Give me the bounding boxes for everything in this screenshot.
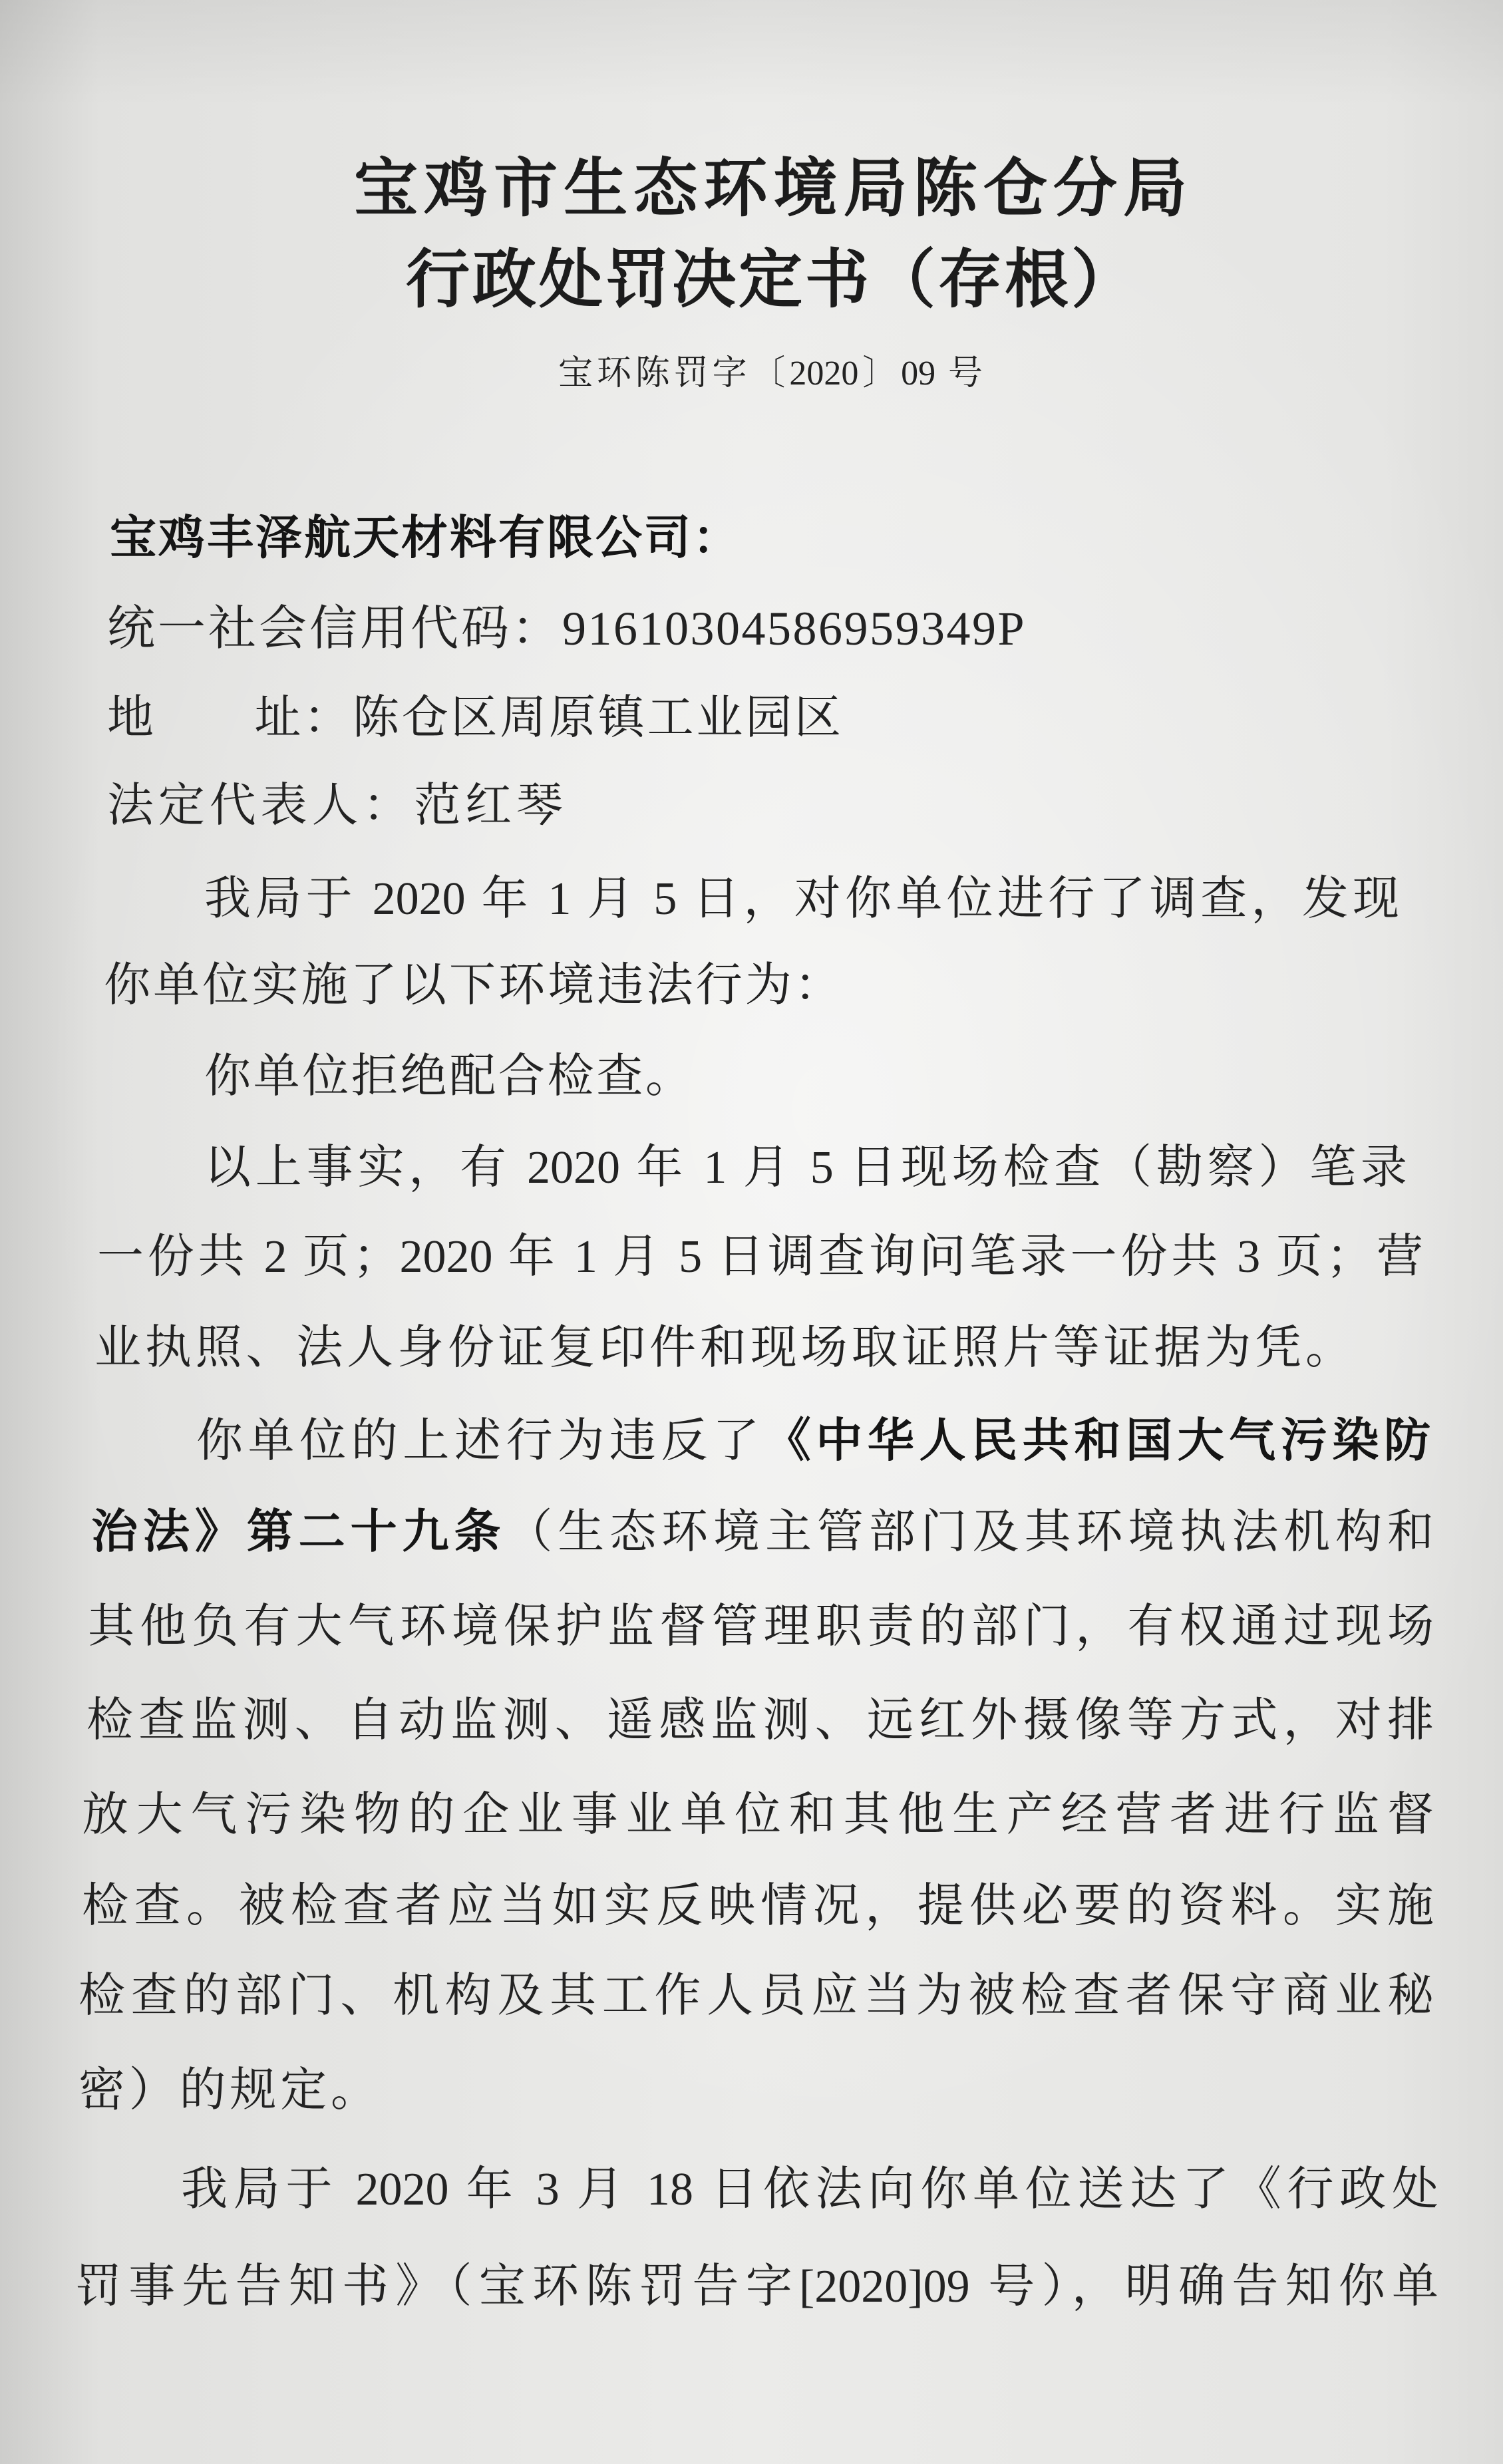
body-line: 检查监测、自动监测、遥感监测、远红外摄像等方式，对排: [86, 1695, 1434, 1746]
body-line: [91, 1499, 1434, 1566]
body-line: 检查的部门、机构及其工作人员应当为被检查者保守商业秘: [79, 1970, 1434, 2022]
body-line: 我局于 2020 年 1 月 5 日，对你单位进行了调查，发现: [204, 873, 1399, 925]
body-line: 你单位拒绝配合检查。: [204, 1051, 692, 1102]
body-line: 放大气污染物的企业事业单位和其他生产经营者进行监督: [82, 1789, 1434, 1841]
credit-code-row: [107, 595, 1026, 662]
recipient-name: 宝鸡丰泽航天材料有限公司：: [110, 513, 739, 564]
body-line: 你单位实施了以下环境违法行为：: [104, 960, 841, 1011]
document-number: 宝环陈罚字〔2020〕09 号: [558, 355, 983, 392]
document-type-title: 行政处罚决定书（存根）: [406, 244, 1135, 315]
body-line: 罚事先告知书》（宝环陈罚告字[2020]09 号），明确告知你单: [75, 2261, 1438, 2312]
body-line: 密）的规定。: [79, 2065, 377, 2116]
address-value: 陈仓区周原镇工业园区: [352, 693, 842, 744]
body-line: 其他负有大气环境保护监督管理职责的部门，有权通过现场: [88, 1601, 1434, 1652]
body-line: 业执照、法人身份证复印件和现场取证照片等证据为凭。: [94, 1322, 1352, 1374]
law-name-part1: 《中华人民共和国大气污染防: [764, 1416, 1431, 1467]
credit-code-label: 统一社会信用代码：: [107, 602, 563, 655]
body-line: 一份共 2 页；2020 年 1 月 5 日调查询问笔录一份共 3 页；营: [97, 1231, 1423, 1283]
issuing-authority-title: 宝鸡市生态环境局陈仓分局: [354, 153, 1187, 224]
legal-representative-label: 法定代表人：: [107, 780, 415, 832]
body-line: 检查。被检查者应当如实反映情况，提供必要的资料。实施: [82, 1881, 1434, 1932]
body-line: 以上事实，有 2020 年 1 月 5 日现场检查（勘察）笔录: [204, 1142, 1407, 1193]
address-label: 地 址：: [107, 693, 353, 744]
violation-lead-text: 你单位的上述行为违反了: [196, 1416, 764, 1467]
body-line: [196, 1408, 1430, 1475]
address-row: [107, 685, 841, 752]
legal-representative-row: [107, 773, 563, 840]
article-text-start: （生态环境主管部门及其环境执法机构和: [506, 1507, 1434, 1558]
body-line: 我局于 2020 年 3 月 18 日依法向你单位送达了《行政处: [181, 2164, 1438, 2215]
credit-code-value: 91610304586959349P: [562, 602, 1027, 655]
law-name-part2: 治法》第二十九条: [91, 1507, 506, 1558]
legal-representative-value: 范红琴: [414, 780, 563, 832]
